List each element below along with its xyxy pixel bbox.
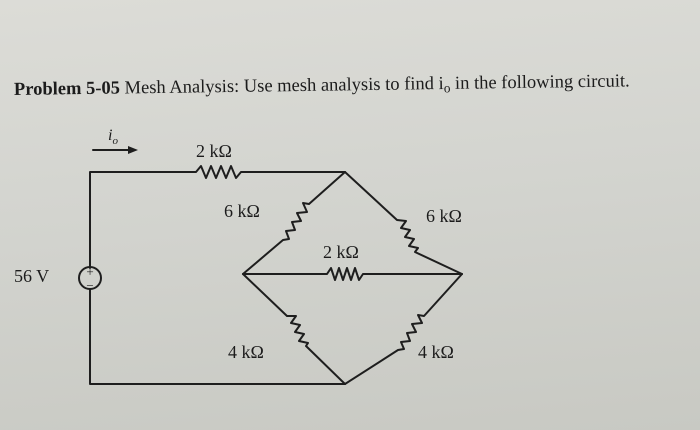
current-label: $i_o$	[108, 127, 118, 147]
problem-text-end: in the following circuit.	[450, 71, 630, 94]
source-plus-sign: +	[86, 264, 94, 279]
problem-text: Use mesh analysis to find i	[243, 74, 444, 97]
label-right-lower-resistor: 4 kΩ	[418, 342, 454, 362]
current-arrow	[93, 146, 138, 154]
resistor-left-lower	[243, 274, 345, 384]
label-middle-resistor: 2 kΩ	[323, 242, 359, 262]
source-lead-bottom	[90, 289, 345, 384]
resistor-right-lower	[345, 274, 462, 384]
problem-topic: Mesh Analysis:	[124, 76, 240, 99]
source-label: 56 V	[14, 266, 50, 286]
problem-number: Problem 5-05	[13, 78, 121, 100]
problem-text-subscript: o	[443, 80, 451, 96]
top-wire	[90, 166, 345, 268]
label-left-lower-resistor: 4 kΩ	[228, 342, 264, 362]
resistor-middle	[243, 268, 462, 280]
label-left-upper-resistor: 6 kΩ	[224, 201, 260, 221]
label-right-upper-resistor: 6 kΩ	[426, 206, 462, 226]
source-minus-sign: −	[86, 278, 94, 293]
label-top-resistor: 2 kΩ	[196, 141, 232, 161]
